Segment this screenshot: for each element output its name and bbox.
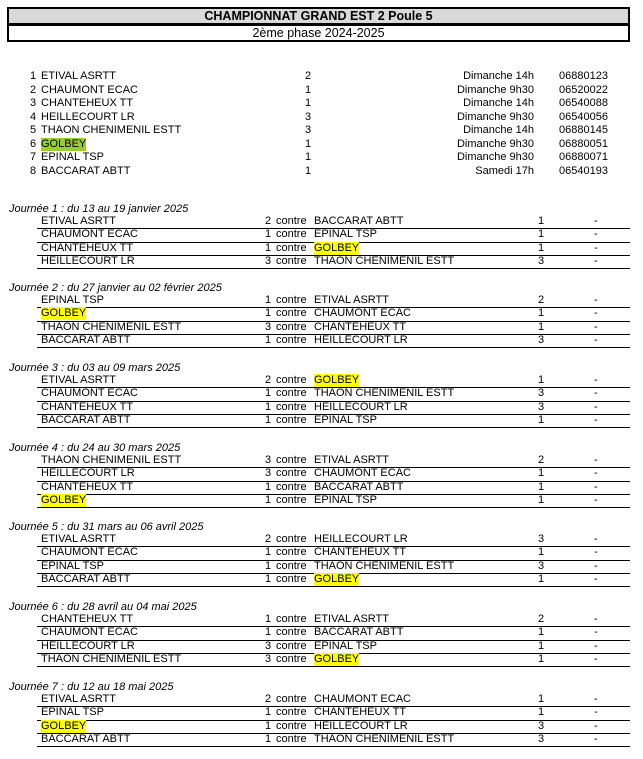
away-team: GOLBEY	[314, 374, 360, 386]
home-count: 1	[265, 559, 272, 572]
away-team: HEILLECOURT LR	[314, 533, 408, 545]
away-count: 1	[538, 493, 545, 506]
team-count: 1	[305, 97, 312, 109]
away-count: 1	[538, 413, 545, 426]
team-row	[0, 138, 643, 152]
away-team: BACCARAT ABTT	[314, 215, 404, 227]
home-count: 1	[265, 732, 272, 745]
match-row	[37, 494, 630, 508]
team-number: 7	[30, 151, 37, 163]
away-count: 1	[538, 626, 545, 639]
score-placeholder: -	[594, 480, 598, 493]
home-team: HEILLECOURT LR	[41, 467, 135, 480]
team-name: CHANTEHEUX TT	[41, 97, 134, 109]
away-count: 1	[538, 572, 545, 585]
versus-label: contre	[276, 613, 307, 625]
away-team: HEILLECOURT LR	[314, 333, 408, 346]
away-team: EPINAL TSP	[314, 493, 377, 506]
match-row	[37, 546, 630, 560]
match-row	[37, 294, 630, 308]
away-count: 2	[538, 613, 545, 625]
versus-label: contre	[276, 546, 307, 559]
away-count: 1	[538, 374, 545, 386]
home-count: 1	[265, 294, 272, 306]
page-title: CHAMPIONNAT GRAND EST 2 Poule 5	[7, 7, 630, 25]
home-team: ETIVAL ASRTT	[41, 215, 116, 227]
home-count: 3	[265, 639, 272, 652]
home-team: GOLBEY	[41, 307, 87, 320]
match-row	[37, 560, 630, 574]
team-code: 06540193	[559, 164, 608, 177]
team-number: 6	[30, 137, 37, 150]
team-day: Dimanche 14h	[463, 124, 534, 136]
team-count: 1	[305, 137, 312, 150]
match-row	[37, 387, 630, 401]
home-count: 1	[265, 333, 272, 346]
team-number: 3	[30, 97, 37, 109]
versus-label: contre	[276, 454, 307, 466]
match-row	[37, 414, 630, 428]
versus-label: contre	[276, 719, 307, 732]
score-placeholder: -	[594, 626, 598, 639]
home-count: 1	[265, 719, 272, 732]
away-count: 1	[538, 706, 545, 719]
team-count: 1	[305, 83, 312, 96]
match-row	[37, 401, 630, 415]
match-row	[37, 307, 630, 321]
home-team: CHANTEHEUX TT	[41, 480, 134, 493]
team-row	[0, 151, 643, 165]
versus-label: contre	[276, 254, 307, 267]
home-count: 2	[265, 533, 272, 545]
versus-label: contre	[276, 374, 307, 386]
team-number: 2	[30, 83, 37, 96]
home-count: 3	[265, 467, 272, 480]
team-day: Dimanche 14h	[463, 70, 534, 82]
score-placeholder: -	[594, 400, 598, 413]
match-row	[37, 321, 630, 335]
round-title: Journée 2 : du 27 janvier au 02 février 2025	[9, 282, 222, 294]
team-count: 3	[305, 110, 312, 123]
team-name: GOLBEY	[41, 137, 87, 150]
match-row	[37, 334, 630, 348]
home-count: 1	[265, 241, 272, 254]
score-placeholder: -	[594, 693, 598, 705]
away-team: CHANTEHEUX TT	[314, 546, 407, 559]
home-count: 3	[265, 454, 272, 466]
round-title: Journée 4 : du 24 au 30 mars 2025	[9, 442, 181, 454]
versus-label: contre	[276, 320, 307, 333]
versus-label: contre	[276, 413, 307, 426]
away-count: 3	[538, 333, 545, 346]
score-placeholder: -	[594, 374, 598, 386]
match-row	[37, 228, 630, 242]
versus-label: contre	[276, 639, 307, 652]
home-team: ETIVAL ASRTT	[41, 693, 116, 705]
team-day: Dimanche 9h30	[456, 110, 534, 123]
match-row	[37, 626, 630, 640]
score-placeholder: -	[594, 215, 598, 227]
team-name: THAON CHENIMENIL ESTT	[41, 124, 182, 136]
versus-label: contre	[276, 400, 307, 413]
match-row	[37, 242, 630, 256]
versus-label: contre	[276, 467, 307, 480]
round-title: Journée 3 : du 03 au 09 mars 2025	[9, 362, 181, 374]
team-day: Samedi 17h	[475, 164, 534, 177]
versus-label: contre	[276, 333, 307, 346]
away-team: EPINAL TSP	[314, 228, 377, 241]
team-name: HEILLECOURT LR	[41, 110, 135, 123]
away-team: CHAUMONT ECAC	[314, 307, 411, 320]
score-placeholder: -	[594, 307, 598, 320]
home-team: CHAUMONT ECAC	[41, 387, 138, 400]
team-day: Dimanche 9h30	[456, 83, 534, 96]
team-row	[0, 165, 643, 179]
home-team: EPINAL TSP	[41, 559, 104, 572]
team-day: Dimanche 9h30	[456, 151, 534, 163]
away-team: HEILLECOURT LR	[314, 719, 408, 732]
home-count: 1	[265, 626, 272, 639]
home-team: CHANTEHEUX TT	[41, 400, 134, 413]
home-team: THAON CHENIMENIL ESTT	[41, 454, 182, 466]
away-count: 1	[538, 228, 545, 241]
score-placeholder: -	[594, 387, 598, 400]
away-count: 1	[538, 307, 545, 320]
team-row	[0, 124, 643, 138]
away-count: 3	[538, 400, 545, 413]
away-team: GOLBEY	[314, 572, 360, 585]
away-count: 3	[538, 559, 545, 572]
versus-label: contre	[276, 693, 307, 705]
team-row	[0, 111, 643, 125]
away-team: BACCARAT ABTT	[314, 626, 404, 639]
away-team: ETIVAL ASRTT	[314, 294, 389, 306]
away-team: GOLBEY	[314, 652, 360, 665]
score-placeholder: -	[594, 546, 598, 559]
versus-label: contre	[276, 572, 307, 585]
versus-label: contre	[276, 480, 307, 493]
away-count: 1	[538, 639, 545, 652]
home-team: BACCARAT ABTT	[41, 572, 131, 585]
score-placeholder: -	[594, 333, 598, 346]
team-count: 2	[305, 70, 312, 82]
home-team: CHANTEHEUX TT	[41, 241, 134, 254]
home-team: HEILLECOURT LR	[41, 254, 135, 267]
away-count: 1	[538, 693, 545, 705]
away-count: 3	[538, 719, 545, 732]
match-row	[37, 720, 630, 734]
away-team: HEILLECOURT LR	[314, 400, 408, 413]
versus-label: contre	[276, 559, 307, 572]
team-code: 06880123	[559, 70, 608, 82]
team-code: 06880145	[559, 124, 608, 136]
away-team: ETIVAL ASRTT	[314, 454, 389, 466]
home-team: THAON CHENIMENIL ESTT	[41, 652, 182, 665]
match-row	[37, 613, 630, 627]
home-team: BACCARAT ABTT	[41, 732, 131, 745]
score-placeholder: -	[594, 413, 598, 426]
home-team: BACCARAT ABTT	[41, 333, 131, 346]
versus-label: contre	[276, 307, 307, 320]
score-placeholder: -	[594, 493, 598, 506]
team-number: 1	[30, 70, 37, 82]
team-code: 06540056	[559, 110, 608, 123]
away-count: 1	[538, 480, 545, 493]
score-placeholder: -	[594, 533, 598, 545]
home-team: GOLBEY	[41, 719, 87, 732]
match-row	[37, 255, 630, 269]
home-count: 3	[265, 254, 272, 267]
versus-label: contre	[276, 493, 307, 506]
score-placeholder: -	[594, 706, 598, 719]
team-number: 5	[30, 124, 37, 136]
away-team: CHAUMONT ECAC	[314, 467, 411, 480]
team-number: 8	[30, 164, 37, 177]
away-team: GOLBEY	[314, 241, 360, 254]
round-title: Journée 6 : du 28 avril au 04 mai 2025	[9, 601, 197, 613]
home-count: 1	[265, 613, 272, 625]
home-count: 1	[265, 400, 272, 413]
team-name: BACCARAT ABTT	[41, 164, 131, 177]
versus-label: contre	[276, 706, 307, 719]
home-count: 2	[265, 215, 272, 227]
home-count: 1	[265, 387, 272, 400]
away-team: EPINAL TSP	[314, 639, 377, 652]
team-count: 3	[305, 124, 312, 136]
team-row	[0, 84, 643, 98]
home-team: THAON CHENIMENIL ESTT	[41, 320, 182, 333]
match-row	[37, 454, 630, 468]
home-count: 1	[265, 228, 272, 241]
match-row	[37, 481, 630, 495]
score-placeholder: -	[594, 254, 598, 267]
team-name: EPINAL TSP	[41, 151, 104, 163]
team-code: 06540088	[559, 97, 608, 109]
versus-label: contre	[276, 387, 307, 400]
match-row	[37, 653, 630, 667]
score-placeholder: -	[594, 613, 598, 625]
match-row	[37, 706, 630, 720]
versus-label: contre	[276, 533, 307, 545]
home-team: CHAUMONT ECAC	[41, 546, 138, 559]
team-count: 1	[305, 151, 312, 163]
score-placeholder: -	[594, 719, 598, 732]
versus-label: contre	[276, 652, 307, 665]
away-team: CHANTEHEUX TT	[314, 706, 407, 719]
score-placeholder: -	[594, 559, 598, 572]
away-team: EPINAL TSP	[314, 413, 377, 426]
score-placeholder: -	[594, 639, 598, 652]
home-count: 1	[265, 706, 272, 719]
round-title: Journée 5 : du 31 mars au 06 avril 2025	[9, 521, 204, 533]
score-placeholder: -	[594, 467, 598, 480]
home-count: 2	[265, 693, 272, 705]
away-team: CHAUMONT ECAC	[314, 693, 411, 705]
team-name: ETIVAL ASRTT	[41, 70, 116, 82]
score-placeholder: -	[594, 652, 598, 665]
page-subtitle: 2ème phase 2024-2025	[7, 24, 630, 42]
round-title: Journée 1 : du 13 au 19 janvier 2025	[9, 203, 189, 215]
score-placeholder: -	[594, 241, 598, 254]
score-placeholder: -	[594, 228, 598, 241]
away-team: THAON CHENIMENIL ESTT	[314, 732, 455, 745]
away-count: 3	[538, 387, 545, 400]
match-row	[37, 215, 630, 229]
team-day: Dimanche 14h	[463, 97, 534, 109]
versus-label: contre	[276, 626, 307, 639]
team-row	[0, 97, 643, 111]
home-count: 1	[265, 572, 272, 585]
team-code: 06880051	[559, 137, 608, 150]
match-row	[37, 693, 630, 707]
match-row	[37, 467, 630, 481]
away-count: 1	[538, 215, 545, 227]
home-team: CHAUMONT ECAC	[41, 228, 138, 241]
team-number: 4	[30, 110, 37, 123]
away-count: 3	[538, 254, 545, 267]
team-name: CHAUMONT ECAC	[41, 83, 138, 96]
match-row	[37, 533, 630, 547]
away-count: 1	[538, 467, 545, 480]
versus-label: contre	[276, 241, 307, 254]
home-count: 2	[265, 374, 272, 386]
team-row	[0, 70, 643, 84]
home-count: 1	[265, 480, 272, 493]
score-placeholder: -	[594, 294, 598, 306]
match-row	[37, 573, 630, 587]
away-count: 1	[538, 320, 545, 333]
home-count: 1	[265, 413, 272, 426]
versus-label: contre	[276, 294, 307, 306]
home-team: GOLBEY	[41, 493, 87, 506]
match-row	[37, 733, 630, 747]
versus-label: contre	[276, 732, 307, 745]
home-team: HEILLECOURT LR	[41, 639, 135, 652]
away-team: THAON CHENIMENIL ESTT	[314, 559, 455, 572]
home-team: BACCARAT ABTT	[41, 413, 131, 426]
match-row	[37, 374, 630, 388]
home-count: 1	[265, 307, 272, 320]
home-count: 1	[265, 546, 272, 559]
away-count: 3	[538, 533, 545, 545]
versus-label: contre	[276, 228, 307, 241]
score-placeholder: -	[594, 732, 598, 745]
home-count: 3	[265, 652, 272, 665]
score-placeholder: -	[594, 572, 598, 585]
team-count: 1	[305, 164, 312, 177]
home-team: CHANTEHEUX TT	[41, 613, 134, 625]
away-count: 1	[538, 652, 545, 665]
away-team: THAON CHENIMENIL ESTT	[314, 387, 455, 400]
home-team: ETIVAL ASRTT	[41, 533, 116, 545]
home-team: ETIVAL ASRTT	[41, 374, 116, 386]
away-count: 3	[538, 732, 545, 745]
score-placeholder: -	[594, 454, 598, 466]
away-count: 1	[538, 241, 545, 254]
away-count: 2	[538, 454, 545, 466]
away-count: 2	[538, 294, 545, 306]
team-code: 06880071	[559, 151, 608, 163]
team-code: 06520022	[559, 83, 608, 96]
home-team: CHAUMONT ECAC	[41, 626, 138, 639]
home-team: EPINAL TSP	[41, 706, 104, 719]
away-team: THAON CHENIMENIL ESTT	[314, 254, 455, 267]
score-placeholder: -	[594, 320, 598, 333]
away-team: BACCARAT ABTT	[314, 480, 404, 493]
away-count: 1	[538, 546, 545, 559]
match-row	[37, 640, 630, 654]
team-day: Dimanche 9h30	[456, 137, 534, 150]
round-title: Journée 7 : du 12 au 18 mai 2025	[9, 681, 174, 693]
home-team: EPINAL TSP	[41, 294, 104, 306]
versus-label: contre	[276, 215, 307, 227]
home-count: 1	[265, 493, 272, 506]
away-team: CHANTEHEUX TT	[314, 320, 407, 333]
home-count: 3	[265, 320, 272, 333]
away-team: ETIVAL ASRTT	[314, 613, 389, 625]
